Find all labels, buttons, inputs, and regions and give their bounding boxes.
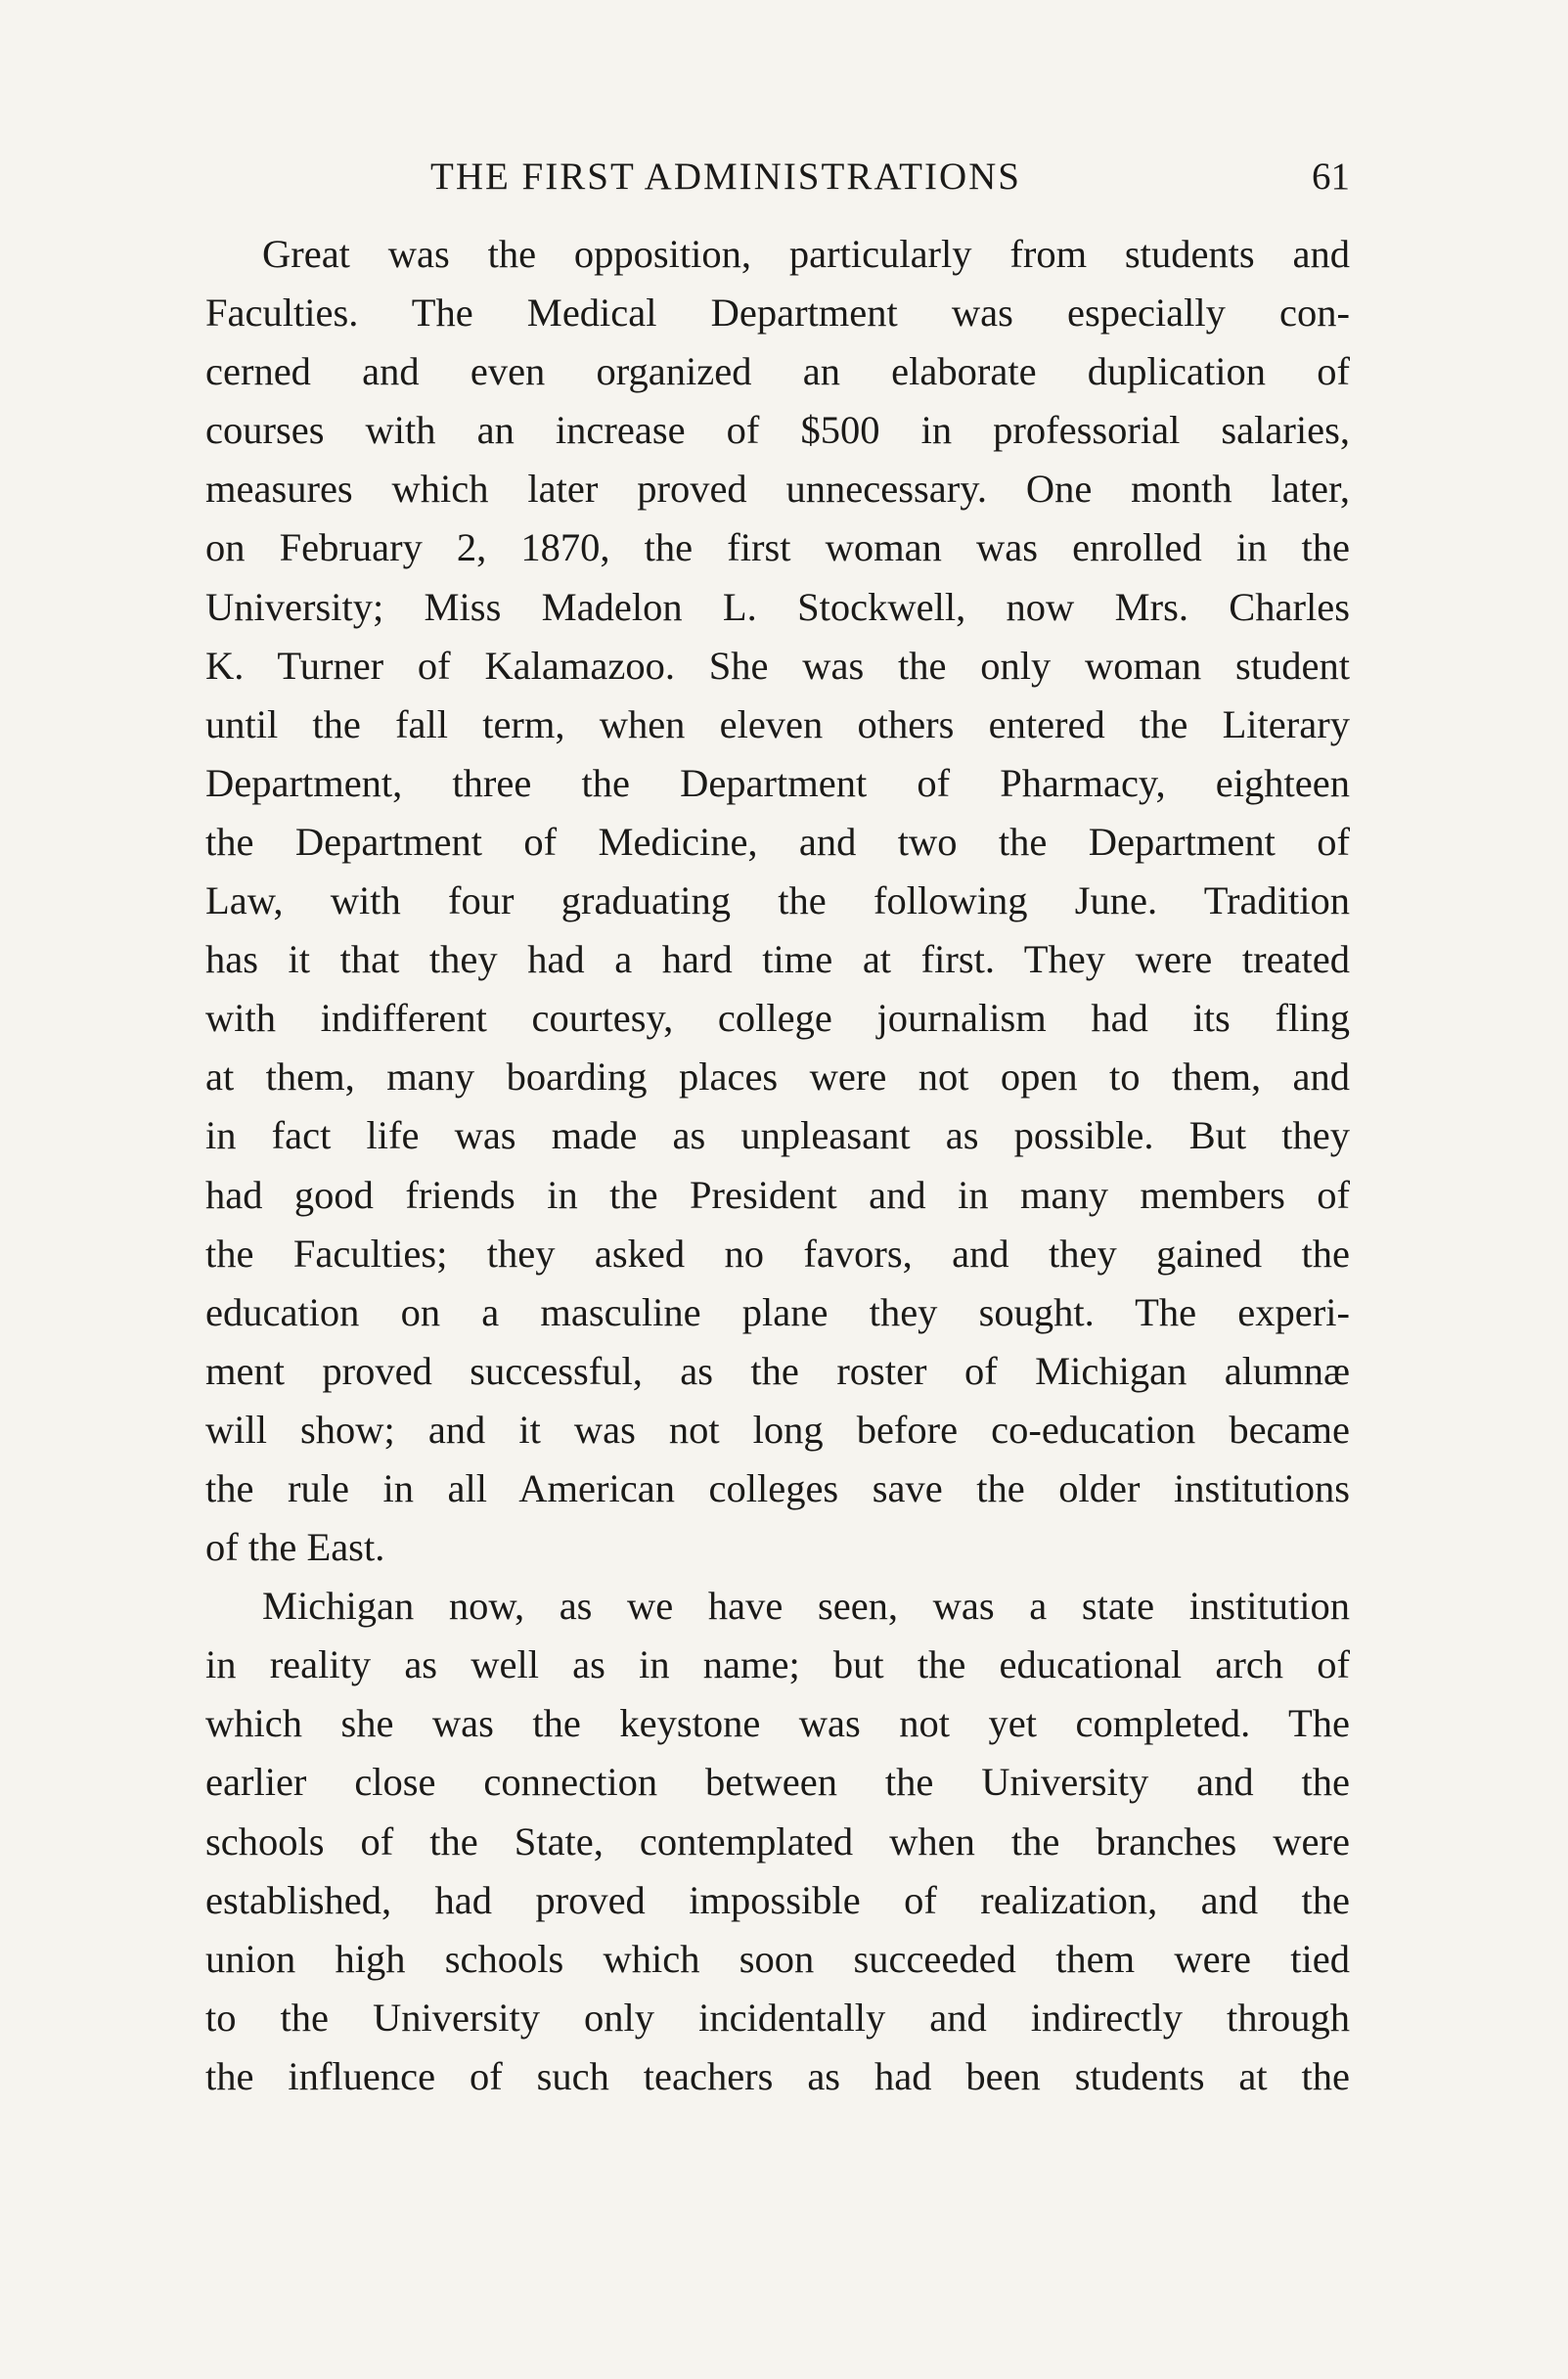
- text-line: until the fall term, when eleven others entered the Literary: [205, 701, 1350, 746]
- text-line: schools of the State, contemplated when the branches were: [205, 1818, 1350, 1863]
- text-line: earlier close connection between the University and the: [205, 1760, 1350, 1805]
- text-line: on February 2, 1870, the first woman was enrolled in the: [205, 525, 1350, 570]
- text-line: which she was the keystone was not yet completed. The: [205, 1701, 1350, 1746]
- page-header: [430, 155, 1350, 213]
- text-line: of the East.: [205, 1525, 385, 1570]
- text-line: established, had proved impossible of realization, and the: [205, 1877, 1350, 1922]
- text-line: the rule in all American colleges save the older institutions: [205, 1465, 1350, 1510]
- text-line: in reality as well as in name; but the educational arch of: [205, 1642, 1350, 1687]
- text-line: measures which later proved unnecessary. One month later,: [205, 467, 1350, 512]
- text-line: in fact life was made as unpleasant as possible. But they: [205, 1113, 1350, 1158]
- text-line: Law, with four graduating the following June. Tradition: [205, 878, 1350, 923]
- body-text: [205, 225, 1350, 2106]
- paragraph-1: [205, 225, 1350, 1577]
- text-line: Department, three the Department of Pharmacy, eighteen: [205, 760, 1350, 805]
- text-line: education on a masculine plane they sought. The experi-: [205, 1289, 1350, 1334]
- running-head: THE FIRST ADMINISTRATIONS: [430, 156, 1021, 198]
- text-line: ment proved successful, as the roster of Michigan alumnæ: [205, 1348, 1350, 1393]
- text-line: has it that they had a hard time at first. They were treated: [205, 937, 1350, 982]
- text-line: will show; and it was not long before co-education became: [205, 1407, 1350, 1452]
- text-line: to the University only incidentally and indirectly through: [205, 1995, 1350, 2040]
- text-line: courses with an increase of $500 in professorial salaries,: [205, 408, 1350, 453]
- text-line: Faculties. The Medical Department was especially con-: [205, 291, 1350, 336]
- paragraph-2: [205, 1577, 1350, 2106]
- text-line: with indifferent courtesy, college journalism had its fling: [205, 996, 1350, 1041]
- text-line: had good friends in the President and in many members of: [205, 1172, 1350, 1217]
- text-line: at them, many boarding places were not open to them, and: [205, 1055, 1350, 1100]
- text-line: the influence of such teachers as had been students at the: [205, 2053, 1350, 2098]
- text-line: Michigan now, as we have seen, was a state institution: [262, 1584, 1350, 1629]
- text-line: University; Miss Madelon L. Stockwell, now Mrs. Charles: [205, 584, 1350, 629]
- text-line: Great was the opposition, particularly from students and: [262, 232, 1350, 276]
- text-line: K. Turner of Kalamazoo. She was the only woman student: [205, 643, 1350, 688]
- page-number: 61: [1312, 156, 1350, 198]
- text-line: the Department of Medicine, and two the Department of: [205, 819, 1350, 864]
- text-line: the Faculties; they asked no favors, and they gained the: [205, 1231, 1350, 1276]
- text-line: union high schools which soon succeeded them were tied: [205, 1936, 1350, 1981]
- text-line: cerned and even organized an elaborate duplication of: [205, 349, 1350, 394]
